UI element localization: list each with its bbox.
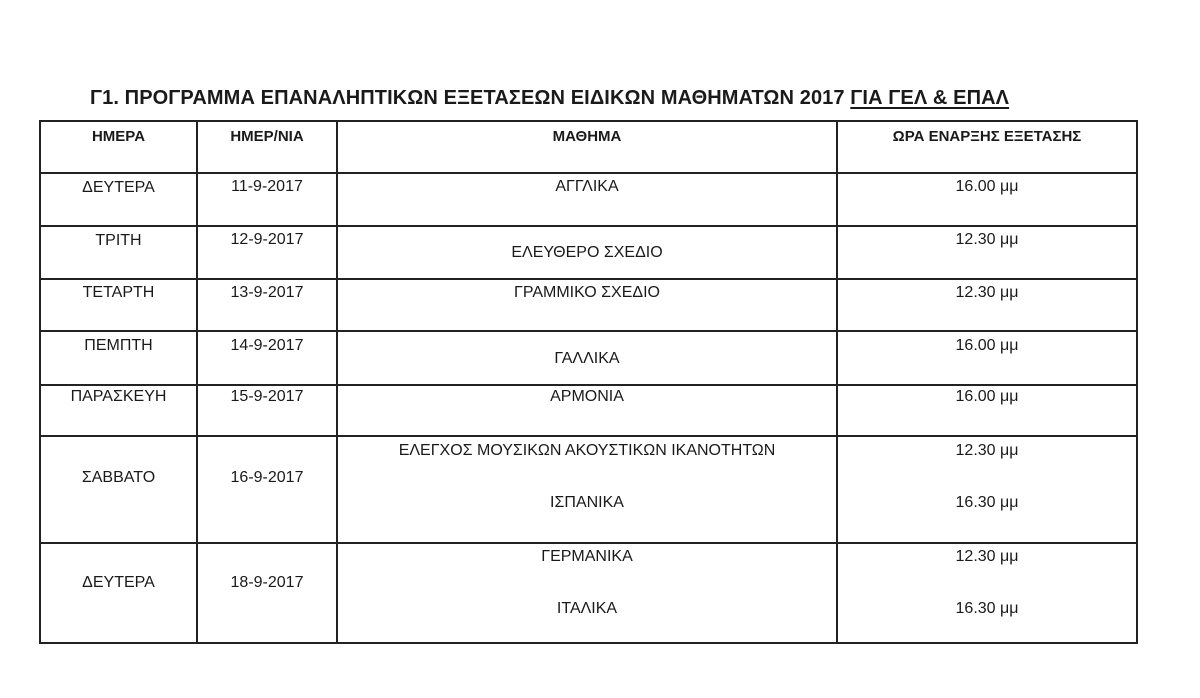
- cell-time: 12.30 μμ: [955, 548, 1019, 565]
- cell-day: ΔΕΥΤΕΡΑ: [82, 179, 155, 196]
- cell-subject: ΕΛΕΥΘΕΡΟ ΣΧΕΔΙΟ: [511, 244, 663, 261]
- cell-date: 11-9-2017: [231, 178, 303, 195]
- cell-time: 16.30 μμ: [955, 600, 1019, 617]
- column-divider: [196, 122, 198, 642]
- cell-date: 14-9-2017: [230, 337, 304, 354]
- document-title: [90, 87, 1110, 110]
- cell-date: 15-9-2017: [230, 388, 304, 405]
- cell-date: 16-9-2017: [230, 469, 304, 486]
- cell-day: ΣΑΒΒΑΤΟ: [81, 469, 156, 486]
- cell-time: 12.30 μμ: [955, 231, 1019, 248]
- exam-schedule-table: [39, 120, 1138, 644]
- cell-subject: ΓΑΛΛΙΚΑ: [554, 350, 620, 367]
- cell-date: 18-9-2017: [230, 574, 304, 591]
- cell-time: 12.30 μμ: [955, 284, 1019, 301]
- cell-date: 12-9-2017: [230, 231, 304, 248]
- cell-subject: ΓΡΑΜΜΙΚΟ ΣΧΕΔΙΟ: [514, 284, 660, 301]
- header-date: ΗΜΕΡ/ΝΙΑ: [230, 128, 304, 145]
- title-text: Γ1. ΠΡΟΓΡΑΜΜΑ ΕΠΑΝΑΛΗΠΤΙΚΩΝ ΕΞΕΤΑΣΕΩΝ ΕΙΔΙΚΩΝ ΜΑΘΗΜΑΤΩΝ 2017: [90, 87, 851, 109]
- row-divider: [41, 225, 1136, 227]
- cell-subject: ΑΡΜΟΝΙΑ: [550, 388, 624, 405]
- title-underlined-text: ΓΙΑ ΓΕΛ & ΕΠΑΛ: [850, 87, 1010, 109]
- cell-time: 16.30 μμ: [955, 494, 1019, 511]
- row-divider: [41, 172, 1136, 174]
- cell-subject: ΑΓΓΛΙΚΑ: [555, 178, 619, 195]
- header-subject: ΜΑΘΗΜΑ: [552, 128, 622, 145]
- cell-day: ΠΕΜΠΤΗ: [84, 337, 153, 354]
- header-day: ΗΜΕΡΑ: [91, 128, 146, 145]
- cell-subject: ΓΕΡΜΑΝΙΚΑ: [541, 548, 633, 565]
- cell-day: ΤΡΙΤΗ: [95, 232, 142, 249]
- cell-day: ΤΕΤΑΡΤΗ: [82, 284, 155, 301]
- cell-subject: ΙΤΑΛΙΚΑ: [556, 600, 618, 617]
- cell-subject: ΕΛΕΓΧΟΣ ΜΟΥΣΙΚΩΝ ΑΚΟΥΣΤΙΚΩΝ ΙΚΑΝΟΤΗΤΩΝ: [398, 442, 776, 459]
- row-divider: [41, 384, 1136, 386]
- header-start-time: ΩΡΑ ΕΝΑΡΞΗΣ ΕΞΕΤΑΣΗΣ: [892, 128, 1082, 145]
- row-divider: [41, 542, 1136, 544]
- cell-time: 12.30 μμ: [955, 442, 1019, 459]
- row-divider: [41, 278, 1136, 280]
- cell-day: ΔΕΥΤΕΡΑ: [82, 574, 155, 591]
- cell-day: ΠΑΡΑΣΚΕΥΗ: [70, 388, 167, 405]
- cell-time: 16.00 μμ: [955, 388, 1019, 405]
- row-divider: [41, 330, 1136, 332]
- row-divider: [41, 435, 1136, 437]
- cell-subject: ΙΣΠΑΝΙΚΑ: [550, 494, 624, 511]
- cell-time: 16.00 μμ: [955, 178, 1019, 195]
- cell-date: 13-9-2017: [230, 284, 304, 301]
- cell-time: 16.00 μμ: [955, 337, 1019, 354]
